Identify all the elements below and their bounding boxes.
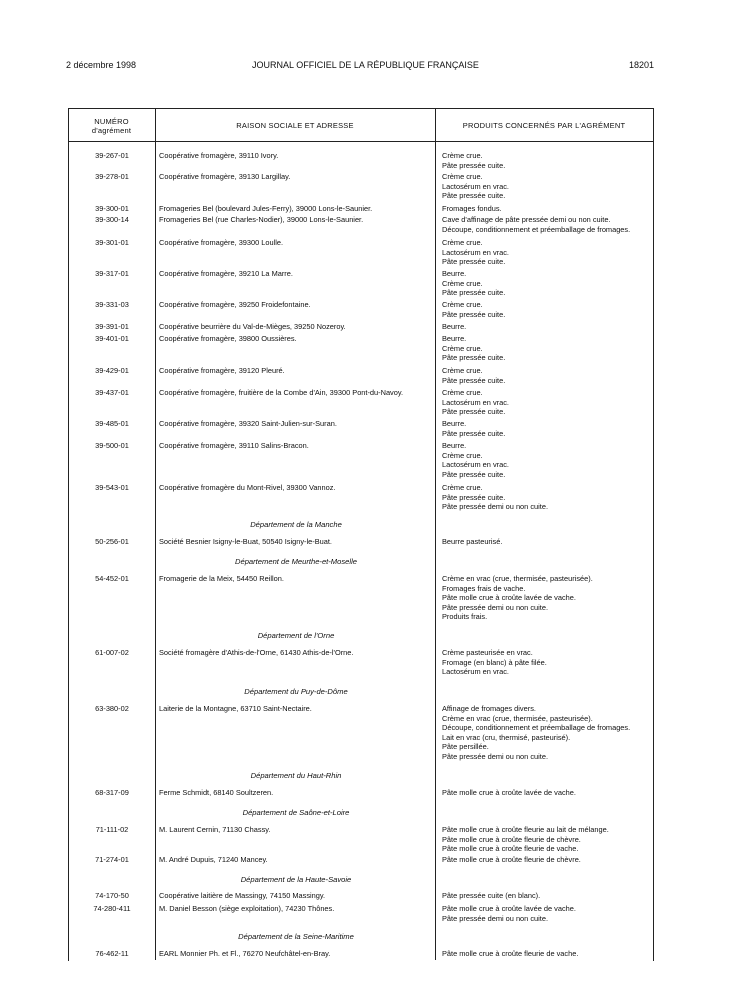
agrement-number: 39-429-01 <box>95 366 129 375</box>
product-item: Beurre. <box>442 419 467 428</box>
agrement-number: 61-007-02 <box>95 648 129 657</box>
company-name-address: Coopérative laitière de Massingy, 74150 Massingy. <box>159 891 326 900</box>
agrement-number: 39-331-03 <box>95 300 129 309</box>
agrement-number: 39-300-01 <box>95 204 129 213</box>
product-item: Affinage de fromages divers. <box>442 704 536 713</box>
product-item: Pâte pressée demi ou non cuite. <box>442 751 548 761</box>
products-list <box>442 574 652 622</box>
product-item: Beurre. <box>442 441 467 450</box>
product-item: Produits frais. <box>442 612 488 622</box>
department-heading: Département du Puy-de-Dôme <box>244 687 348 696</box>
products-list <box>442 904 652 923</box>
products-list <box>442 441 652 479</box>
product-item: Pâte pressée cuite. <box>442 288 506 298</box>
agrement-number: 76-462-11 <box>95 949 129 958</box>
product-item: Pâte pressée cuite. <box>442 469 506 479</box>
column-header-numero <box>68 117 155 135</box>
product-item: Pâte pressée demi ou non cuite. <box>442 502 548 512</box>
product-item: Pâte pressée cuite. <box>442 407 506 417</box>
agrement-number: 39-543-01 <box>95 483 129 492</box>
company-name-address: Société fromagère d'Athis-de-l'Orne, 61430 Athis-de-l'Orne. <box>159 648 354 657</box>
products-list <box>442 215 652 234</box>
company-name-address: Coopérative fromagère du Mont-Rivel, 39300 Vannoz. <box>159 483 336 492</box>
agrement-number: 39-317-01 <box>95 269 129 278</box>
page-date: 2 décembre 1998 <box>66 60 137 70</box>
agrement-number: 63-380-02 <box>95 704 129 713</box>
company-name-address: Coopérative fromagère, 39800 Oussières. <box>159 334 297 343</box>
product-item: Cave d'affinage de pâte pressée demi ou non cuite. <box>442 215 611 224</box>
company-name-address: Coopérative fromagère, 39120 Pleuré. <box>159 366 285 375</box>
product-item: Pâte pressée cuite. <box>442 428 506 438</box>
product-item: Pâte molle crue à croûte fleurie de vache. <box>442 844 579 854</box>
company-name-address: M. André Dupuis, 71240 Mancey. <box>159 855 268 864</box>
product-item: Beurre. <box>442 269 467 278</box>
agrement-number: 71-111-02 <box>95 825 129 834</box>
agrement-number: 39-437-01 <box>95 388 129 397</box>
product-item: Découpe, conditionnement et préemballage de fromages. <box>442 224 631 234</box>
product-item: Pâte molle crue à croûte fleurie de chèvre. <box>442 834 581 844</box>
department-heading: Département du Haut-Rhin <box>250 771 342 780</box>
product-item: Fromage (en blanc) à pâte filée. <box>442 657 547 667</box>
column-header-numero-line2: d'agrément <box>91 126 132 135</box>
product-item: Crème crue. <box>442 151 483 160</box>
product-item: Crème crue. <box>442 366 483 375</box>
products-list <box>442 825 652 854</box>
product-item: Lactosérum en vrac. <box>442 247 509 257</box>
column-header-raison: RAISON SOCIALE ET ADRESSE <box>236 121 354 130</box>
product-item: Lactosérum en vrac. <box>442 460 509 470</box>
products-list <box>442 483 652 512</box>
agrement-number: 71-274-01 <box>95 855 129 864</box>
products-list <box>442 949 652 959</box>
products-list <box>442 300 652 319</box>
products-list <box>442 334 652 363</box>
page-number: 18201 <box>628 60 654 70</box>
agrement-number: 50-256-01 <box>95 537 129 546</box>
product-item: Pâte persillée. <box>442 742 489 752</box>
products-list <box>442 204 652 214</box>
product-item: Pâte molle crue à croûte fleurie de chèvre. <box>442 855 581 864</box>
product-item: Pâte pressée cuite. <box>442 309 506 319</box>
product-item: Crème crue. <box>442 343 483 353</box>
department-heading: Département de l'Orne <box>257 631 335 640</box>
products-list <box>442 151 652 170</box>
department-heading: Département de la Seine-Maritime <box>238 932 354 941</box>
products-list <box>442 537 652 547</box>
product-item: Fromages fondus. <box>442 204 502 213</box>
company-name-address: Ferme Schmidt, 68140 Soultzeren. <box>159 788 274 797</box>
agrement-number: 54-452-01 <box>95 574 129 583</box>
product-item: Pâte pressée cuite. <box>442 492 506 502</box>
product-item: Crème crue. <box>442 172 483 181</box>
product-item: Crème crue. <box>442 450 483 460</box>
product-item: Crème crue. <box>442 238 483 247</box>
company-name-address: Fromageries Bel (boulevard Jules-Ferry), 39000 Lons-le-Saunier. <box>159 204 373 213</box>
products-list <box>442 648 652 677</box>
company-name-address: Société Besnier Isigny-le-Buat, 50540 Isigny-le-Buat. <box>159 537 332 546</box>
product-item: Crème crue. <box>442 483 483 492</box>
product-item: Pâte pressée cuite. <box>442 160 506 170</box>
products-list <box>442 704 652 762</box>
company-name-address: Laiterie de la Montagne, 63710 Saint-Nectaire. <box>159 704 312 713</box>
department-heading: Département de la Haute-Savoie <box>240 875 352 884</box>
column-header-numero-line1: NUMÉRO <box>94 117 129 126</box>
product-item: Fromages frais de vache. <box>442 583 526 593</box>
company-name-address: Coopérative fromagère, 39210 La Marre. <box>159 269 293 278</box>
product-item: Découpe, conditionnement et préemballage de fromages. <box>442 723 631 733</box>
agrement-number: 39-485-01 <box>95 419 129 428</box>
product-item: Pâte molle crue à croûte lavée de vache. <box>442 593 576 603</box>
product-item: Pâte pressée cuite. <box>442 191 506 201</box>
products-list <box>442 419 652 438</box>
product-item: Lait en vrac (cru, thermisé, pasteurisé). <box>442 732 571 742</box>
product-item: Crème crue. <box>442 388 483 397</box>
product-item: Crème en vrac (crue, thermisée, pasteurisée). <box>442 713 593 723</box>
products-list <box>442 891 652 901</box>
company-name-address: M. Laurent Cernin, 71130 Chassy. <box>159 825 271 834</box>
products-list <box>442 388 652 417</box>
product-item: Crème en vrac (crue, thermisée, pasteurisée). <box>442 574 593 583</box>
product-item: Pâte pressée cuite. <box>442 353 506 363</box>
company-name-address: Coopérative fromagère, fruitière de la Combe d'Ain, 39300 Pont-du-Navoy. <box>159 388 404 397</box>
product-item: Lactosérum en vrac. <box>442 397 509 407</box>
company-name-address: Coopérative fromagère, 39320 Saint-Julien-sur-Suran. <box>159 419 337 428</box>
product-item: Lactosérum en vrac. <box>442 667 509 677</box>
product-item: Pâte pressée demi ou non cuite. <box>442 602 548 612</box>
products-list <box>442 366 652 385</box>
journal-title: JOURNAL OFFICIEL DE LA RÉPUBLIQUE FRANÇAISE <box>252 60 479 70</box>
products-list <box>442 238 652 267</box>
company-name-address: Coopérative fromagère, 39130 Largillay. <box>159 172 291 181</box>
product-item: Crème crue. <box>442 278 483 288</box>
agrement-number: 39-300-14 <box>95 215 129 224</box>
department-heading: Département de Saône-et-Loire <box>242 808 350 817</box>
department-heading: Département de la Manche <box>250 520 342 529</box>
products-list <box>442 322 652 332</box>
company-name-address: Coopérative fromagère, 39300 Loulle. <box>159 238 284 247</box>
agrement-number: 74-170-50 <box>95 891 129 900</box>
products-list <box>442 788 652 798</box>
company-name-address: Coopérative fromagère, 39250 Froidefontaine. <box>159 300 311 309</box>
product-item: Pâte pressée cuite (en blanc). <box>442 891 541 900</box>
product-item: Pâte pressée cuite. <box>442 375 506 385</box>
product-item: Crème crue. <box>442 300 483 309</box>
company-name-address: M. Daniel Besson (siège exploitation), 74230 Thônes. <box>159 904 335 913</box>
product-item: Pâte molle crue à croûte lavée de vache. <box>442 788 576 797</box>
product-item: Crème pasteurisée en vrac. <box>442 648 533 657</box>
products-list <box>442 269 652 298</box>
company-name-address: Coopérative fromagère, 39110 Ivory. <box>159 151 279 160</box>
product-item: Beurre pasteurisé. <box>442 537 503 546</box>
products-list <box>442 855 652 865</box>
agrement-number: 39-391-01 <box>95 322 129 331</box>
department-heading: Département de Meurthe-et-Moselle <box>235 557 357 566</box>
products-list <box>442 172 652 201</box>
header-divider <box>68 141 653 142</box>
agrement-number: 39-267-01 <box>95 151 129 160</box>
agrement-number: 39-401-01 <box>95 334 129 343</box>
product-item: Pâte molle crue à croûte lavée de vache. <box>442 904 576 913</box>
company-name-address: Fromageries Bel (rue Charles-Nodier), 39000 Lons-le-Saunier. <box>159 215 364 224</box>
product-item: Lactosérum en vrac. <box>442 181 509 191</box>
company-name-address: Fromagerie de la Meix, 54450 Reillon. <box>159 574 284 583</box>
agrement-number: 39-301-01 <box>95 238 129 247</box>
company-name-address: EARL Monnier Ph. et Fl., 76270 Neufchâtel-en-Bray. <box>159 949 331 958</box>
product-item: Beurre. <box>442 322 467 331</box>
agrement-number: 39-500-01 <box>95 441 129 450</box>
company-name-address: Coopérative beurrière du Val-de-Mièges, 39250 Nozeroy. <box>159 322 346 331</box>
agrement-number: 74-280-411 <box>93 904 131 913</box>
product-item: Pâte pressée demi ou non cuite. <box>442 913 548 923</box>
product-item: Pâte molle crue à croûte fleurie au lait de mélange. <box>442 825 609 834</box>
column-header-produits: PRODUITS CONCERNÉS PAR L'AGRÉMENT <box>462 121 626 130</box>
company-name-address: Coopérative fromagère, 39110 Salins-Bracon. <box>159 441 309 450</box>
column-divider-2 <box>435 108 436 960</box>
product-item: Pâte molle crue à croûte fleurie de vache. <box>442 949 579 958</box>
product-item: Beurre. <box>442 334 467 343</box>
agrement-number: 39-278-01 <box>95 172 129 181</box>
agrement-number: 68-317-09 <box>95 788 129 797</box>
product-item: Pâte pressée cuite. <box>442 257 506 267</box>
